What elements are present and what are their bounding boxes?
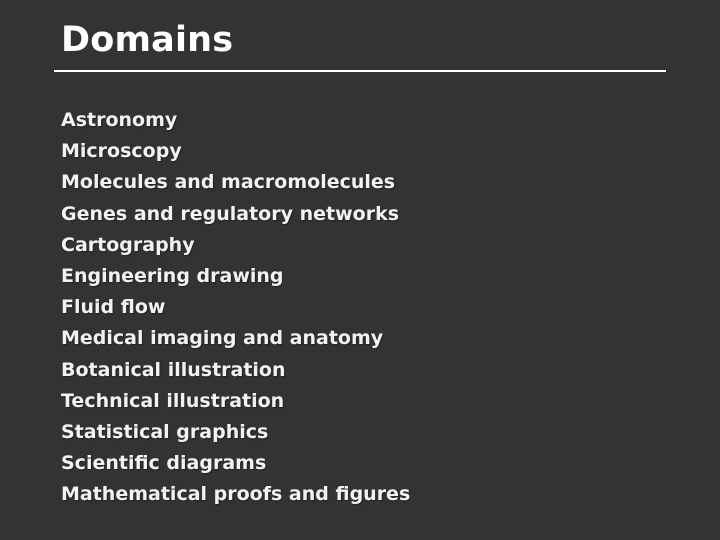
list-item: Statistical graphics — [61, 420, 269, 443]
list-item: Fluid flow — [61, 296, 166, 319]
list-item: Genes and regulatory networks — [61, 202, 400, 225]
list-item: Technical illustration — [61, 389, 285, 412]
list-item: Engineering drawing — [61, 264, 284, 287]
list-item: Microscopy — [61, 140, 182, 163]
list-item: Scientific diagrams — [61, 452, 267, 475]
slide-title: Domains — [61, 20, 234, 60]
list-item: Botanical illustration — [61, 358, 286, 381]
list-item: Astronomy — [61, 109, 178, 131]
list-item: Medical imaging and anatomy — [61, 327, 384, 350]
domain-list — [61, 105, 410, 510]
title-divider — [54, 70, 666, 72]
list-item: Mathematical proofs and figures — [61, 483, 411, 506]
list-item: Cartography — [61, 233, 195, 256]
list-item: Molecules and macromolecules — [61, 171, 396, 194]
